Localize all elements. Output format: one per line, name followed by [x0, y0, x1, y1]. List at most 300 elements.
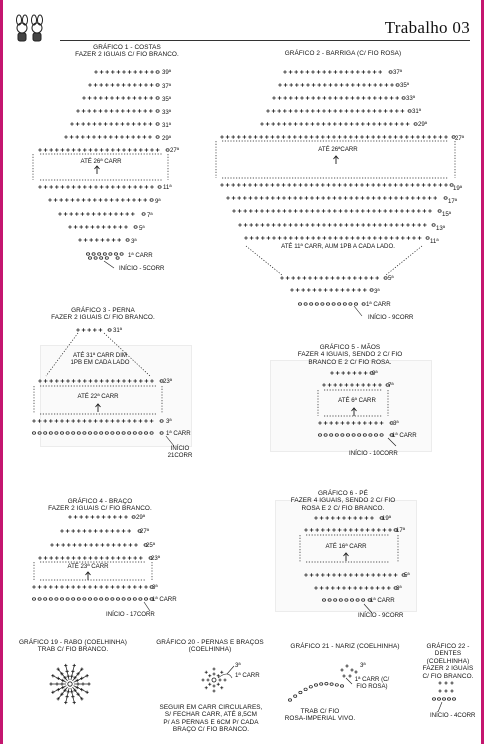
- single-crochet-stitch-843: [371, 528, 375, 532]
- single-crochet-stitch-753: [134, 543, 138, 547]
- single-crochet-stitch-299: [311, 122, 315, 126]
- chain-stitch-797: [32, 598, 35, 601]
- single-crochet-stitch-873: [353, 586, 357, 590]
- single-crochet-stitch-123: [111, 185, 115, 189]
- single-crochet-stitch-858: [360, 573, 364, 577]
- grafico-2-row-37: 37ª: [393, 69, 403, 76]
- single-crochet-stitch-372: [287, 183, 291, 187]
- single-crochet-stitch-561: [364, 276, 368, 280]
- single-crochet-stitch-721: [119, 515, 123, 519]
- single-crochet-stitch-293: [277, 122, 281, 126]
- grafico-3-row-3: 3ª: [166, 418, 172, 425]
- single-crochet-stitch-570: [318, 288, 322, 292]
- single-crochet-stitch-100: [111, 148, 115, 152]
- single-crochet-stitch-424: [349, 196, 353, 200]
- single-crochet-stitch-80: [120, 135, 124, 139]
- chain-stitch-881: [322, 599, 325, 602]
- single-crochet-stitch-171: [96, 225, 100, 229]
- single-crochet-stitch-61: [109, 122, 113, 126]
- grafico-1-row-7: 7ª: [147, 212, 153, 219]
- single-crochet-stitch-470: [395, 209, 399, 213]
- chain-stitch-150: [150, 199, 153, 202]
- single-crochet-stitch-500: [361, 223, 365, 227]
- single-crochet-stitch-765: [94, 556, 98, 560]
- single-crochet-stitch-599: [44, 379, 48, 383]
- single-crochet-stitch-170: [91, 225, 95, 229]
- chain-stitch-581: [304, 303, 307, 306]
- single-crochet-stitch-613: [122, 379, 126, 383]
- single-crochet-stitch-12: [88, 83, 92, 87]
- single-crochet-stitch-322: [243, 135, 247, 139]
- single-crochet-stitch-151: [58, 212, 62, 216]
- chain-stitch-709: [374, 434, 377, 437]
- single-crochet-stitch-262: [395, 96, 399, 100]
- chain-stitch-650: [72, 432, 75, 435]
- single-crochet-stitch-945: [213, 668, 216, 671]
- grafico-1-row-5: 5ª: [139, 225, 145, 232]
- single-crochet-stitch-403: [232, 196, 236, 200]
- single-crochet-stitch-162: [120, 212, 124, 216]
- single-crochet-stitch-273: [317, 109, 321, 113]
- single-crochet-stitch-180: [89, 238, 93, 242]
- single-crochet-stitch-452: [294, 209, 298, 213]
- single-crochet-stitch-531: [345, 236, 349, 240]
- single-crochet-stitch-915: [57, 677, 60, 680]
- single-crochet-stitch-35: [138, 96, 142, 100]
- single-crochet-stitch-763: [83, 556, 87, 560]
- single-crochet-stitch-349: [394, 135, 398, 139]
- single-crochet-stitch-353: [416, 135, 420, 139]
- single-crochet-stitch-209: [339, 70, 343, 74]
- grafico-20-center-ring: [212, 678, 216, 682]
- grafico-5-caption: GRÁFICO 5 - MÃOS FAZER 4 IGUAIS, SENDO 2 C/ FIO BRANCO E 2 C/ FIO ROSA.: [297, 344, 403, 366]
- single-crochet-stitch-464: [361, 209, 365, 213]
- single-crochet-stitch-97: [94, 148, 98, 152]
- chain-stitch-812: [116, 598, 119, 601]
- single-crochet-stitch-267: [283, 109, 287, 113]
- single-crochet-stitch-834: [321, 528, 325, 532]
- chain-stitch-646: [49, 432, 52, 435]
- single-crochet-stitch-275: [328, 109, 332, 113]
- single-crochet-stitch-111: [44, 185, 48, 189]
- chain-stitch-955: [325, 682, 328, 685]
- single-crochet-stitch-822: [331, 516, 335, 520]
- chain-stitch-951: [304, 688, 307, 691]
- grafico-6-start-note: INÍCIO - 9CORR: [358, 612, 404, 619]
- single-crochet-stitch-75: [92, 135, 96, 139]
- chain-stitch-817: [144, 598, 147, 601]
- single-crochet-stitch-44: [104, 109, 108, 113]
- single-crochet-stitch-435: [411, 196, 415, 200]
- single-crochet-stitch-244: [295, 96, 299, 100]
- single-crochet-stitch-963: [348, 674, 351, 677]
- single-crochet-stitch-436: [417, 196, 421, 200]
- single-crochet-stitch-16: [111, 83, 115, 87]
- single-crochet-stitch-352: [411, 135, 415, 139]
- single-crochet-stitch-844: [377, 528, 381, 532]
- single-crochet-stitch-430: [383, 196, 387, 200]
- single-crochet-stitch-112: [49, 185, 53, 189]
- single-crochet-stitch-258: [373, 96, 377, 100]
- single-crochet-stitch-616: [139, 379, 143, 383]
- single-crochet-stitch-488: [294, 223, 298, 227]
- single-crochet-stitch-122: [105, 185, 109, 189]
- grafico-21-pointer: [346, 678, 352, 684]
- single-crochet-stitch-415: [299, 196, 303, 200]
- single-crochet-stitch-855: [343, 573, 347, 577]
- single-crochet-stitch-833: [315, 528, 319, 532]
- grafico-2-row-19: 19ª: [453, 185, 463, 192]
- chain-stitch-663: [144, 432, 147, 435]
- grafico-20-spiral-arrow-icon: [218, 674, 232, 678]
- grafico-5-row-3: 3ª: [393, 420, 399, 427]
- single-crochet-stitch-34: [133, 96, 137, 100]
- single-crochet-stitch-284: [378, 109, 382, 113]
- single-crochet-stitch-2: [105, 70, 109, 74]
- single-crochet-stitch-462: [350, 209, 354, 213]
- single-crochet-stitch-285: [384, 109, 388, 113]
- single-crochet-stitch-466: [372, 209, 376, 213]
- chain-stitch-579: [370, 289, 373, 292]
- single-crochet-stitch-9: [145, 70, 149, 74]
- grafico-22-start-note: INÍCIO - 4CORR: [430, 712, 476, 719]
- single-crochet-stitch-794: [139, 585, 143, 589]
- chain-stitch-648: [60, 432, 63, 435]
- single-crochet-stitch-124: [117, 185, 121, 189]
- grafico-5-repeat-note: ATÉ 6ª CARR: [338, 397, 376, 404]
- chain-stitch-194: [88, 257, 91, 260]
- grafico-20-row-1: 1ª CARR: [235, 672, 260, 679]
- chain-stitch-188: [92, 253, 95, 256]
- single-crochet-stitch-914: [61, 679, 64, 682]
- single-crochet-stitch-164: [131, 212, 135, 216]
- single-crochet-stitch-534: [362, 236, 366, 240]
- chain-stitch-882: [328, 599, 331, 602]
- single-crochet-stitch-552: [314, 276, 318, 280]
- single-crochet-stitch-964: [354, 670, 357, 673]
- grafico-1-row-31: 31ª: [162, 122, 172, 129]
- single-crochet-stitch-10: [150, 70, 154, 74]
- chain-stitch-800: [49, 598, 52, 601]
- single-crochet-stitch-88: [44, 148, 48, 152]
- page-title: Trabalho 03: [384, 18, 470, 37]
- grafico-1-repeat-note: ATÉ 26ª CARR: [80, 158, 122, 165]
- grafico-2-row-31: 31ª: [412, 108, 422, 115]
- single-crochet-stitch-853: [332, 573, 336, 577]
- single-crochet-stitch-406: [249, 196, 253, 200]
- grafico-1-row-11: 11ª: [163, 184, 172, 191]
- single-crochet-stitch-390: [388, 183, 392, 187]
- single-crochet-stitch-535: [367, 236, 371, 240]
- single-crochet-stitch-179: [84, 238, 88, 242]
- single-crochet-stitch-281: [361, 109, 365, 113]
- single-crochet-stitch-354: [422, 135, 426, 139]
- chain-stitch-886: [350, 599, 353, 602]
- single-crochet-stitch-669: [347, 371, 351, 375]
- grafico-1-start-note: INÍCIO - 5CORR: [119, 265, 165, 272]
- single-crochet-stitch-365: [248, 183, 252, 187]
- single-crochet-stitch-104: [133, 148, 137, 152]
- single-crochet-stitch-412: [282, 196, 286, 200]
- single-crochet-stitch-207: [328, 70, 332, 74]
- single-crochet-stitch-348: [388, 135, 392, 139]
- grafico-4-row-3: 3ª: [152, 584, 158, 591]
- single-crochet-stitch-43: [99, 109, 103, 113]
- single-crochet-stitch-23: [150, 83, 154, 87]
- chain-stitch-187: [86, 253, 89, 256]
- single-crochet-stitch-877: [376, 586, 380, 590]
- single-crochet-stitch-93: [72, 148, 76, 152]
- single-crochet-stitch-118: [83, 185, 87, 189]
- single-crochet-stitch-402: [226, 196, 230, 200]
- single-crochet-stitch-243: [289, 96, 293, 100]
- single-crochet-stitch-743: [78, 543, 82, 547]
- single-crochet-stitch-516: [261, 236, 265, 240]
- single-crochet-stitch-413: [288, 196, 292, 200]
- single-crochet-stitch-484: [272, 223, 276, 227]
- single-crochet-stitch-575: [346, 288, 350, 292]
- single-crochet-stitch-309: [367, 122, 371, 126]
- single-crochet-stitch-790: [116, 585, 120, 589]
- single-crochet-stitch-334: [310, 135, 314, 139]
- single-crochet-stitch-50: [138, 109, 142, 113]
- single-crochet-stitch-694: [363, 421, 367, 425]
- single-crochet-stitch-407: [254, 196, 258, 200]
- single-crochet-stitch-563: [375, 276, 379, 280]
- grafico-6-repeat-note: ATÉ 16ª CARR: [325, 543, 367, 550]
- single-crochet-stitch-890: [76, 682, 79, 685]
- single-crochet-stitch-510: [417, 223, 421, 227]
- single-crochet-stitch-185: [117, 238, 121, 242]
- chain-stitch-707: [363, 434, 366, 437]
- single-crochet-stitch-624: [55, 419, 59, 423]
- single-crochet-stitch-499: [356, 223, 360, 227]
- single-crochet-stitch-283: [373, 109, 377, 113]
- chain-stitch-658: [116, 432, 119, 435]
- single-crochet-stitch-129: [145, 185, 149, 189]
- single-crochet-stitch-305: [344, 122, 348, 126]
- single-crochet-stitch-383: [349, 183, 353, 187]
- single-crochet-stitch-132: [48, 198, 52, 202]
- single-crochet-stitch-571: [324, 288, 328, 292]
- single-crochet-stitch-279: [350, 109, 354, 113]
- single-crochet-stitch-300: [316, 122, 320, 126]
- single-crochet-stitch-474: [417, 209, 421, 213]
- single-crochet-stitch-270: [300, 109, 304, 113]
- grafico-2-start-note: INÍCIO - 9CORR: [368, 314, 414, 321]
- chain-stitch-69: [156, 123, 159, 126]
- single-crochet-stitch-426: [361, 196, 365, 200]
- single-crochet-stitch-568: [307, 288, 311, 292]
- single-crochet-stitch-41: [87, 109, 91, 113]
- grafico-6-row-17: 17ª: [396, 527, 406, 534]
- single-crochet-stitch-319: [226, 135, 230, 139]
- grafico-3-row-23: 23ª: [163, 378, 173, 385]
- single-crochet-stitch-3: [111, 70, 115, 74]
- single-crochet-stitch-895: [86, 691, 89, 694]
- grafico-20-caption: GRÁFICO 20 - PERNAS E BRAÇOS (COELHINHA): [156, 639, 264, 654]
- single-crochet-stitch-742: [73, 543, 77, 547]
- single-crochet-stitch-831: [304, 528, 308, 532]
- single-crochet-stitch-434: [405, 196, 409, 200]
- single-crochet-stitch-786: [94, 585, 98, 589]
- single-crochet-stitch-768: [111, 556, 115, 560]
- grafico-6-arrow-icon: [344, 553, 349, 561]
- single-crochet-stitch-292: [271, 122, 275, 126]
- chain-stitch-653: [88, 432, 91, 435]
- single-crochet-stitch-620: [32, 419, 36, 423]
- single-crochet-stitch-513: [244, 236, 248, 240]
- single-crochet-stitch-690: [341, 421, 345, 425]
- single-crochet-stitch-116: [72, 185, 76, 189]
- single-crochet-stitch-310: [372, 122, 376, 126]
- single-crochet-stitch-893: [76, 686, 79, 689]
- single-crochet-stitch-316: [406, 122, 410, 126]
- grafico-4-pointer: [144, 602, 150, 611]
- chain-stitch-165: [142, 213, 145, 216]
- single-crochet-stitch-498: [350, 223, 354, 227]
- chain-stitch-806: [83, 598, 86, 601]
- single-crochet-stitch-793: [133, 585, 137, 589]
- grafico-1-row-9: 9ª: [155, 198, 161, 205]
- single-crochet-stitch-200: [289, 70, 293, 74]
- chain-stitch-289: [408, 110, 411, 113]
- single-crochet-stitch-791: [122, 585, 126, 589]
- single-crochet-stitch-874: [359, 586, 363, 590]
- single-crochet-stitch-446: [260, 209, 264, 213]
- single-crochet-stitch-241: [278, 96, 282, 100]
- single-crochet-stitch-483: [266, 223, 270, 227]
- grafico-2-increase-note: ATÉ 11ª CARR, AUM 1PB A CADA LADO.: [281, 243, 395, 250]
- single-crochet-stitch-268: [289, 109, 293, 113]
- single-crochet-stitch-76: [98, 135, 102, 139]
- single-crochet-stitch-79: [115, 135, 119, 139]
- single-crochet-stitch-78: [109, 135, 113, 139]
- single-crochet-stitch-167: [74, 225, 78, 229]
- single-crochet-stitch-400: [444, 183, 448, 187]
- chain-stitch-545: [426, 237, 429, 240]
- single-crochet-stitch-280: [356, 109, 360, 113]
- single-crochet-stitch-343: [360, 135, 364, 139]
- single-crochet-stitch-682: [367, 383, 371, 387]
- single-crochet-stitch-288: [401, 109, 405, 113]
- single-crochet-stitch-718: [102, 515, 106, 519]
- single-crochet-stitch-726: [71, 529, 75, 533]
- single-crochet-stitch-633: [105, 419, 109, 423]
- single-crochet-stitch-414: [293, 196, 297, 200]
- chain-stitch-190: [103, 253, 106, 256]
- single-crochet-stitch-66: [137, 122, 141, 126]
- single-crochet-stitch-22: [144, 83, 148, 87]
- single-crochet-stitch-421: [333, 196, 337, 200]
- single-crochet-stitch-202: [300, 70, 304, 74]
- single-crochet-stitch-824: [342, 516, 346, 520]
- grafico-5-start-note: INÍCIO - 10CORR: [349, 450, 398, 457]
- single-crochet-stitch-521: [289, 236, 293, 240]
- single-crochet-stitch-776: [38, 585, 42, 589]
- chain-stitch-702: [335, 434, 338, 437]
- single-crochet-stitch-625: [60, 419, 64, 423]
- chain-stitch-805: [77, 598, 80, 601]
- single-crochet-stitch-530: [339, 236, 343, 240]
- chain-stitch-815: [133, 598, 136, 601]
- single-crochet-stitch-546: [280, 276, 284, 280]
- single-crochet-stitch-861: [377, 573, 381, 577]
- single-crochet-stitch-357: [439, 135, 443, 139]
- single-crochet-stitch-183: [106, 238, 110, 242]
- single-crochet-stitch-720: [113, 515, 117, 519]
- single-crochet-stitch-781: [66, 585, 70, 589]
- single-crochet-stitch-970: [450, 689, 453, 692]
- single-crochet-stitch-868: [325, 586, 329, 590]
- single-crochet-stitch-251: [334, 96, 338, 100]
- single-crochet-stitch-130: [150, 185, 154, 189]
- single-crochet-stitch-517: [267, 236, 271, 240]
- single-crochet-stitch-204: [311, 70, 315, 74]
- single-crochet-stitch-675: [328, 383, 332, 387]
- chain-stitch-708: [369, 434, 372, 437]
- single-crochet-stitch-777: [43, 585, 47, 589]
- single-crochet-stitch-548: [291, 276, 295, 280]
- single-crochet-stitch-747: [101, 543, 105, 547]
- single-crochet-stitch-291: [266, 122, 270, 126]
- single-crochet-stitch-756: [44, 556, 48, 560]
- single-crochet-stitch-456: [316, 209, 320, 213]
- chain-stitch-189: [98, 253, 101, 256]
- chain-stitch-512: [432, 224, 435, 227]
- single-crochet-stitch-210: [345, 70, 349, 74]
- chain-stitch-810: [105, 598, 108, 601]
- single-crochet-stitch-54: [70, 122, 74, 126]
- single-crochet-stitch-485: [277, 223, 281, 227]
- chain-stitch-197: [105, 257, 108, 260]
- single-crochet-stitch-127: [133, 185, 137, 189]
- single-crochet-stitch-503: [378, 223, 382, 227]
- single-crochet-stitch-360: [220, 183, 224, 187]
- grafico-4-row-23: 23ª: [151, 555, 161, 562]
- single-crochet-stitch-72: [75, 135, 79, 139]
- single-crochet-stitch-335: [315, 135, 319, 139]
- single-crochet-stitch-252: [339, 96, 343, 100]
- single-crochet-stitch-638: [133, 419, 137, 423]
- single-crochet-stitch-374: [299, 183, 303, 187]
- single-crochet-stitch-62: [115, 122, 119, 126]
- single-crochet-stitch-385: [360, 183, 364, 187]
- single-crochet-stitch-508: [406, 223, 410, 227]
- single-crochet-stitch-31: [116, 96, 120, 100]
- chain-stitch-958: [340, 685, 343, 688]
- single-crochet-stitch-431: [389, 196, 393, 200]
- single-crochet-stitch-493: [322, 223, 326, 227]
- chain-stitch-38: [156, 97, 159, 100]
- single-crochet-stitch-229: [340, 83, 344, 87]
- single-crochet-stitch-125: [122, 185, 126, 189]
- single-crochet-stitch-750: [117, 543, 121, 547]
- chain-stitch-651: [77, 432, 80, 435]
- single-crochet-stitch-911: [60, 682, 63, 685]
- single-crochet-stitch-632: [99, 419, 103, 423]
- single-crochet-stitch-308: [361, 122, 365, 126]
- chain-stitch-949: [294, 695, 297, 698]
- single-crochet-stitch-748: [106, 543, 110, 547]
- chain-stitch-798: [38, 598, 41, 601]
- single-crochet-stitch-566: [296, 288, 300, 292]
- single-crochet-stitch-94: [77, 148, 81, 152]
- single-crochet-stitch-629: [83, 419, 87, 423]
- chain-stitch-645: [44, 432, 47, 435]
- single-crochet-stitch-864: [394, 573, 398, 577]
- single-crochet-stitch-465: [367, 209, 371, 213]
